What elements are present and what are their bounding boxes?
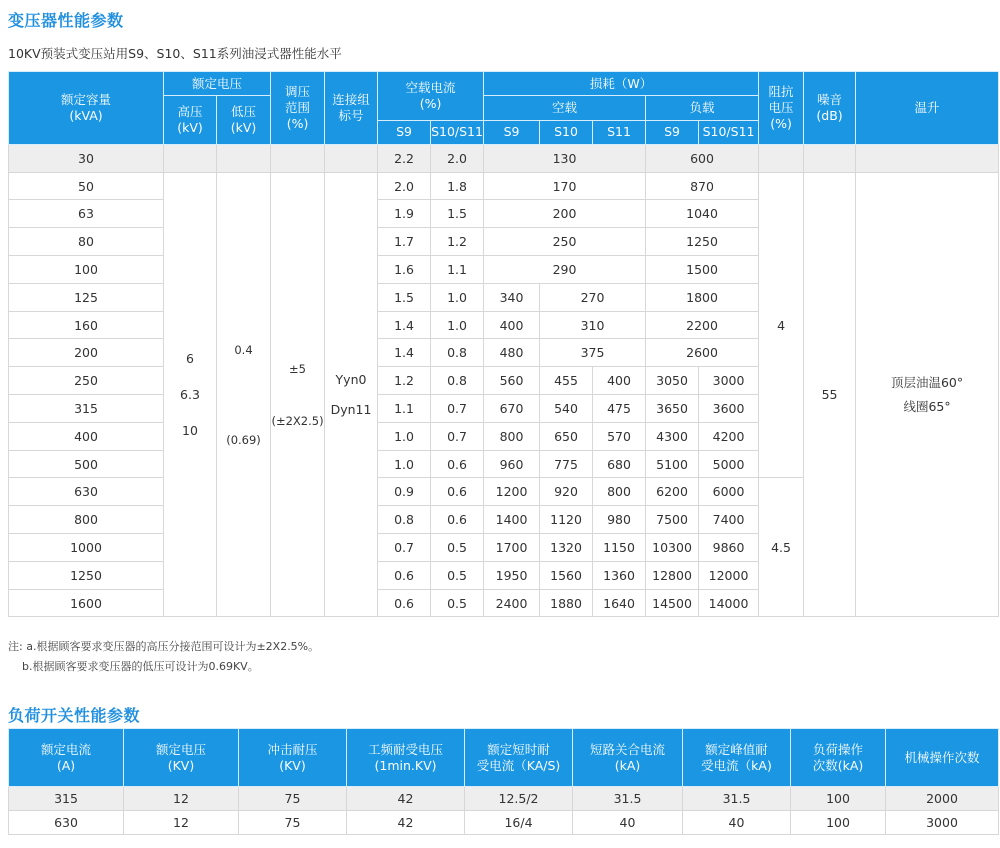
noload-s10-cell: 775: [540, 450, 593, 478]
noload-s10-cell: 1120: [540, 506, 593, 534]
capacity-cell: 125: [9, 283, 164, 311]
header-load-s10s11: S10/S11: [699, 120, 759, 144]
load-s9-cell: 3050: [646, 367, 699, 395]
table-cell: 16/4: [465, 811, 573, 835]
capacity-cell: 1000: [9, 534, 164, 562]
table-cell: 40: [683, 811, 791, 835]
low-voltage-cell: 0.4 (0.69): [217, 172, 271, 617]
noload-loss-cell: 290: [484, 256, 646, 284]
load-s10s11-cell: 7400: [699, 506, 759, 534]
noload-s9-cell: 1700: [484, 534, 540, 562]
load-s9-cell: 10300: [646, 534, 699, 562]
current-s10s11-cell: 1.2: [431, 228, 484, 256]
table-row: [9, 811, 999, 835]
current-s10s11-cell: 1.8: [431, 172, 484, 200]
table-cell: 31.5: [573, 787, 683, 811]
header-noload-current: 空载电流 (%): [378, 72, 484, 121]
noload-s11-cell: 680: [593, 450, 646, 478]
header-noload-loss: 空载: [484, 96, 646, 120]
noload-s10-cell: 650: [540, 422, 593, 450]
capacity-cell: 200: [9, 339, 164, 367]
capacity-cell: 800: [9, 506, 164, 534]
table-cell: 315: [9, 787, 124, 811]
capacity-cell: 500: [9, 450, 164, 478]
load-loss-cell: 1250: [646, 228, 759, 256]
load-s10s11-cell: 9860: [699, 534, 759, 562]
header-load-s9: S9: [646, 120, 699, 144]
capacity-cell: 250: [9, 367, 164, 395]
load-s10s11-cell: 12000: [699, 561, 759, 589]
noload-loss-cell: 250: [484, 228, 646, 256]
capacity-cell: 63: [9, 200, 164, 228]
load-loss-cell: 1500: [646, 256, 759, 284]
noload-s10-cell: 1560: [540, 561, 593, 589]
header-load-operations: 负荷操作 次数(kA): [791, 729, 886, 787]
noload-s9-cell: 960: [484, 450, 540, 478]
capacity-cell: 400: [9, 422, 164, 450]
current-s10s11-cell: 0.5: [431, 534, 484, 562]
current-s9-cell: 1.4: [378, 311, 431, 339]
current-s9-cell: 0.8: [378, 506, 431, 534]
current-s9-cell: 1.5: [378, 283, 431, 311]
header-short-time-current: 额定短时耐 受电流（KA/S): [465, 729, 573, 787]
noload-s9-cell: 1200: [484, 478, 540, 506]
noload-s10-cell: 540: [540, 395, 593, 423]
noload-s10-cell: 920: [540, 478, 593, 506]
load-s9-cell: 4300: [646, 422, 699, 450]
noload-s11-cell: 1150: [593, 534, 646, 562]
capacity-cell: 50: [9, 172, 164, 200]
noload-s10s11-cell: 310: [540, 311, 646, 339]
load-s9-cell: 5100: [646, 450, 699, 478]
section-title-transformer: 变压器性能参数: [8, 11, 124, 30]
table-cell: 3000: [886, 811, 999, 835]
load-s10s11-cell: 5000: [699, 450, 759, 478]
capacity-cell: 1600: [9, 589, 164, 617]
current-s10s11-cell: 0.5: [431, 589, 484, 617]
current-s9-cell: 1.0: [378, 422, 431, 450]
current-s10s11-cell: 0.5: [431, 561, 484, 589]
noload-s9-cell: 2400: [484, 589, 540, 617]
header-connection: 连接组 标号: [325, 72, 378, 145]
table-cell: 100: [791, 811, 886, 835]
table-cell: 630: [9, 811, 124, 835]
noload-s10s11-cell: 270: [540, 283, 646, 311]
current-s9-cell: 0.6: [378, 561, 431, 589]
current-s10s11-cell: 0.8: [431, 339, 484, 367]
header-rated-current: 额定电流 (A): [9, 729, 124, 787]
current-s10s11-cell: 0.6: [431, 478, 484, 506]
current-s9-cell: 1.0: [378, 450, 431, 478]
table-cell: 42: [347, 811, 465, 835]
header-noload-s10: S10: [540, 120, 593, 144]
current-s9-cell: 1.4: [378, 339, 431, 367]
capacity-cell: 100: [9, 256, 164, 284]
current-s9-cell: 0.9: [378, 478, 431, 506]
load-s10s11-cell: 3600: [699, 395, 759, 423]
noload-s9-cell: 340: [484, 283, 540, 311]
load-s10s11-cell: 14000: [699, 589, 759, 617]
current-s10s11-cell: 0.7: [431, 422, 484, 450]
noload-s10-cell: 455: [540, 367, 593, 395]
current-s10s11-cell: 1.1: [431, 256, 484, 284]
load-s10s11-cell: 4200: [699, 422, 759, 450]
tap-range-cell: ±5 (±2X2.5): [271, 172, 325, 617]
load-s10s11-cell: 3000: [699, 367, 759, 395]
header-power-frequency-voltage: 工频耐受电压 (1min.KV): [347, 729, 465, 787]
capacity-cell: 630: [9, 478, 164, 506]
current-s9-cell: 0.6: [378, 589, 431, 617]
noload-loss-cell: 200: [484, 200, 646, 228]
header-current-s9: S9: [378, 120, 431, 144]
impedance-cell: 4.5: [759, 478, 804, 617]
header-noise: 噪音 (dB): [804, 72, 856, 145]
capacity-cell: 315: [9, 395, 164, 423]
table-cell: 2000: [886, 787, 999, 811]
section-title-load-switch: 负荷开关性能参数: [8, 706, 141, 725]
header-loss: 损耗（W）: [484, 72, 759, 96]
noload-s11-cell: 1640: [593, 589, 646, 617]
noload-s10-cell: 1880: [540, 589, 593, 617]
noload-s9-cell: 670: [484, 395, 540, 423]
connection-cell: Yyn0 Dyn11: [325, 172, 378, 617]
capacity-cell: 1250: [9, 561, 164, 589]
current-s10s11-cell: 1.0: [431, 283, 484, 311]
load-loss-cell: 2600: [646, 339, 759, 367]
impedance-cell: 4: [759, 172, 804, 478]
header-noload-s11: S11: [593, 120, 646, 144]
header-peak-withstand-current: 额定峰值耐 受电流（kA): [683, 729, 791, 787]
current-s10s11-cell: 0.8: [431, 367, 484, 395]
table-row: [9, 144, 999, 172]
noload-s11-cell: 800: [593, 478, 646, 506]
header-short-circuit-making-current: 短路关合电流 (kA): [573, 729, 683, 787]
current-s10s11-cell: 0.6: [431, 450, 484, 478]
note-b: b.根据顾客要求变压器的低压可设计为0.69KV。: [22, 660, 259, 673]
current-s9-cell: 1.7: [378, 228, 431, 256]
current-s10s11-cell: 2.0: [431, 144, 484, 172]
load-s9-cell: 12800: [646, 561, 699, 589]
capacity-cell: 160: [9, 311, 164, 339]
header-load-loss: 负载: [646, 96, 759, 120]
table-cell: 12.5/2: [465, 787, 573, 811]
load-s10s11-cell: 6000: [699, 478, 759, 506]
header-temp-rise: 温升: [856, 72, 999, 145]
noload-s11-cell: 1360: [593, 561, 646, 589]
noload-s10s11-cell: 375: [540, 339, 646, 367]
table-cell: 12: [124, 787, 239, 811]
current-s9-cell: 1.2: [378, 367, 431, 395]
table-cell: 75: [239, 811, 347, 835]
current-s9-cell: 0.7: [378, 534, 431, 562]
noload-s11-cell: 475: [593, 395, 646, 423]
header-rated-voltage: 额定电压: [164, 72, 271, 96]
noload-s9-cell: 480: [484, 339, 540, 367]
header-low-voltage: 低压 (kV): [217, 96, 271, 145]
table-cell: 100: [791, 787, 886, 811]
noload-s11-cell: 980: [593, 506, 646, 534]
header-rated-voltage: 额定电压 (KV): [124, 729, 239, 787]
capacity-cell: 30: [9, 144, 164, 172]
table-cell: 40: [573, 811, 683, 835]
table-cell: 75: [239, 787, 347, 811]
current-s9-cell: 1.1: [378, 395, 431, 423]
current-s10s11-cell: 0.6: [431, 506, 484, 534]
noload-s9-cell: 800: [484, 422, 540, 450]
load-loss-cell: 600: [646, 144, 759, 172]
noload-s11-cell: 570: [593, 422, 646, 450]
load-s9-cell: 7500: [646, 506, 699, 534]
table-cell: 42: [347, 787, 465, 811]
header-tap-range: 调压 范围 (%): [271, 72, 325, 145]
noload-s9-cell: 1400: [484, 506, 540, 534]
header-impulse-voltage: 冲击耐压 (KV): [239, 729, 347, 787]
table-cell: 12: [124, 811, 239, 835]
header-capacity: 额定容量 (kVA): [9, 72, 164, 145]
current-s10s11-cell: 1.0: [431, 311, 484, 339]
current-s9-cell: 1.9: [378, 200, 431, 228]
table-row: [9, 787, 999, 811]
noload-s9-cell: 560: [484, 367, 540, 395]
current-s10s11-cell: 1.5: [431, 200, 484, 228]
noise-cell: 55: [804, 172, 856, 617]
current-s9-cell: 1.6: [378, 256, 431, 284]
table-row: [9, 172, 999, 200]
load-loss-cell: 870: [646, 172, 759, 200]
current-s10s11-cell: 0.7: [431, 395, 484, 423]
transformer-performance-table: [8, 71, 999, 617]
load-loss-cell: 1040: [646, 200, 759, 228]
load-s9-cell: 14500: [646, 589, 699, 617]
header-current-s10s11: S10/S11: [431, 120, 484, 144]
temp-rise-cell: 顶层油温60° 线圈65°: [856, 172, 999, 617]
table-subtitle: 10KV预装式变压站用S9、S10、S11系列油浸式器性能水平: [8, 46, 342, 61]
current-s9-cell: 2.2: [378, 144, 431, 172]
noload-loss-cell: 130: [484, 144, 646, 172]
header-mechanical-operations: 机械操作次数: [886, 729, 999, 787]
high-voltage-cell: 6 6.3 10: [164, 172, 217, 617]
table-cell: 31.5: [683, 787, 791, 811]
load-loss-cell: 2200: [646, 311, 759, 339]
header-noload-s9: S9: [484, 120, 540, 144]
load-loss-cell: 1800: [646, 283, 759, 311]
load-s9-cell: 3650: [646, 395, 699, 423]
header-high-voltage: 高压 (kV): [164, 96, 217, 145]
current-s9-cell: 2.0: [378, 172, 431, 200]
load-switch-table: [8, 728, 999, 835]
load-s9-cell: 6200: [646, 478, 699, 506]
capacity-cell: 80: [9, 228, 164, 256]
noload-s9-cell: 400: [484, 311, 540, 339]
note-a: 注: a.根据顾客要求变压器的高压分接范围可设计为±2X2.5%。: [8, 640, 320, 653]
noload-s9-cell: 1950: [484, 561, 540, 589]
noload-s10-cell: 1320: [540, 534, 593, 562]
header-impedance: 阻抗 电压 (%): [759, 72, 804, 145]
noload-loss-cell: 170: [484, 172, 646, 200]
noload-s11-cell: 400: [593, 367, 646, 395]
